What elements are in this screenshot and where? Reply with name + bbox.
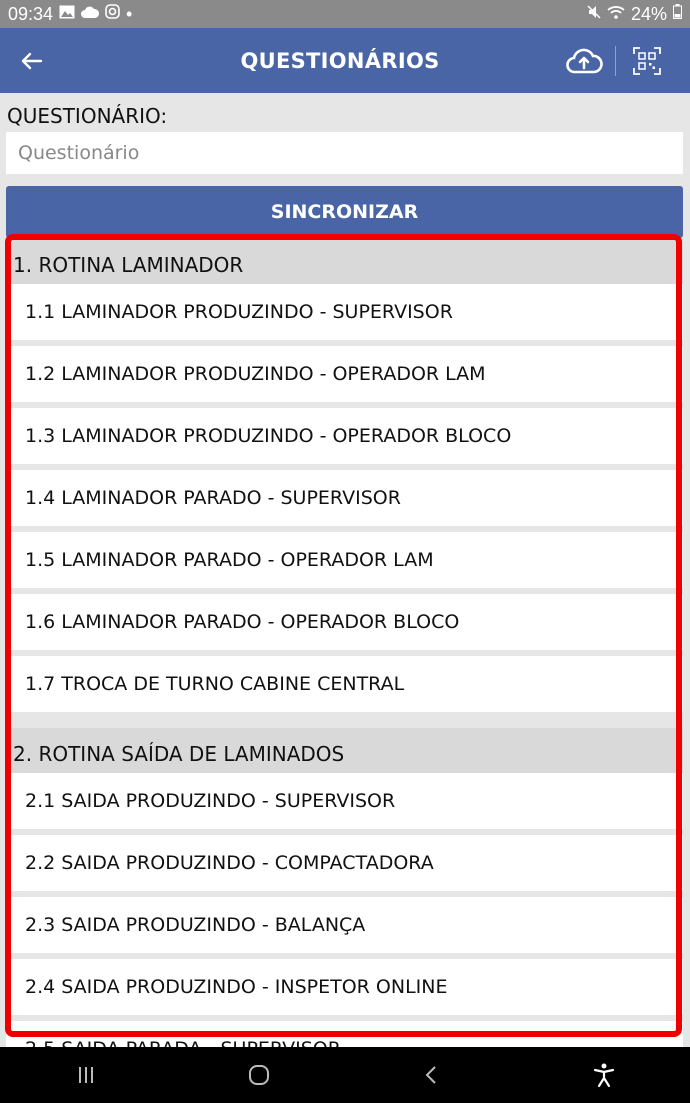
back-button[interactable] [0,28,62,93]
cloud-upload-icon [567,48,601,74]
system-nav-bar [0,1047,690,1103]
status-dot: • [126,3,133,24]
cloud-icon [81,5,99,23]
gallery-icon [59,5,75,24]
nav-back-button[interactable] [345,1047,518,1103]
list-item[interactable]: 1.7 TROCA DE TURNO CABINE CENTRAL [6,656,683,712]
list-item[interactable]: 1.3 LAMINADOR PRODUZINDO - OPERADOR BLOCO [6,408,683,464]
list-item[interactable]: 1.6 LAMINADOR PARADO - OPERADOR BLOCO [6,594,683,650]
group-header: 2. ROTINA SAÍDA DE LAMINADOS [6,728,683,773]
battery-icon [673,4,682,24]
list-item[interactable]: 2.4 SAIDA PRODUZINDO - INSPETOR ONLINE [6,959,683,1015]
list-item[interactable]: 1.2 LAMINADOR PRODUZINDO - OPERADOR LAM [6,346,683,402]
status-bar [0,0,690,28]
group-spacer [6,718,683,728]
questionnaire-label: QUESTIONÁRIO: [7,104,168,128]
list-item[interactable]: 1.4 LAMINADOR PARADO - SUPERVISOR [6,470,683,526]
accessibility-button[interactable] [518,1047,690,1103]
battery-percent: 24% [630,3,667,24]
action-divider [615,46,616,76]
group-header: 1. ROTINA LAMINADOR [6,239,683,284]
list-item[interactable]: 2.3 SAIDA PRODUZINDO - BALANÇA [6,897,683,953]
arrow-left-icon [20,52,42,70]
app-bar [0,28,690,93]
questionnaire-search-input[interactable] [6,132,683,174]
list-item[interactable]: 1.1 LAMINADOR PRODUZINDO - SUPERVISOR [6,284,683,340]
questionnaire-list [6,239,683,1047]
qr-code-icon [633,47,661,75]
upload-button[interactable] [563,40,605,82]
home-icon [248,1064,270,1086]
sync-button[interactable]: SINCRONIZAR [6,186,683,238]
mute-icon [587,5,601,24]
wifi-icon [607,5,625,24]
status-time: 09:34 [8,3,54,24]
accessibility-icon [593,1063,615,1087]
page-title: QUESTIONÁRIOS [240,48,440,73]
instagram-icon [105,4,120,24]
list-item[interactable]: 2.2 SAIDA PRODUZINDO - COMPACTADORA [6,835,683,891]
list-item[interactable]: 2.1 SAIDA PRODUZINDO - SUPERVISOR [6,773,683,829]
recent-apps-button[interactable] [0,1047,173,1103]
back-icon [424,1065,438,1085]
qr-scan-button[interactable] [626,40,668,82]
home-button[interactable] [173,1047,346,1103]
list-item[interactable]: 1.5 LAMINADOR PARADO - OPERADOR LAM [6,532,683,588]
recent-apps-icon [76,1066,96,1084]
